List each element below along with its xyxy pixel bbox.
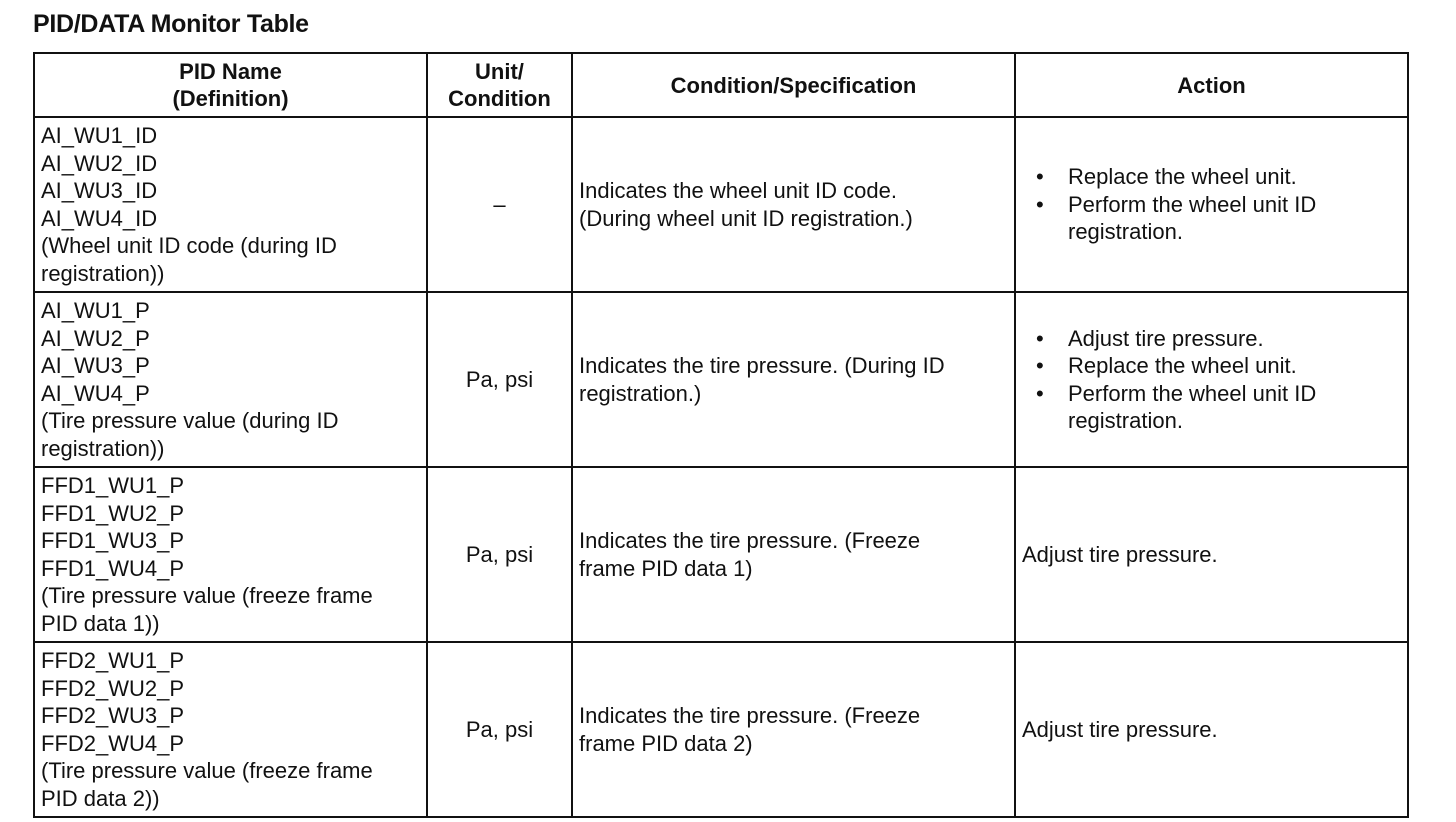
header-condition-specification: Condition/Specification xyxy=(572,53,1015,117)
pid-name-line: (Tire pressure value (freeze frame xyxy=(41,583,373,608)
specification-line: Indicates the tire pressure. (During ID xyxy=(579,353,945,378)
pid-name-line: FFD2_WU4_P xyxy=(41,730,185,756)
table-row xyxy=(34,467,1408,642)
unit-cell: Pa, psi xyxy=(427,467,572,642)
pid-name-line: AI_WU1_P xyxy=(41,298,150,323)
action-list xyxy=(1022,325,1401,435)
action-cell xyxy=(1015,642,1408,817)
condition-specification-cell xyxy=(572,467,1015,642)
header-pid-name-line: PID Name xyxy=(179,59,282,84)
table-row xyxy=(34,292,1408,467)
action-list-item xyxy=(1036,163,1401,191)
pid-name-cell xyxy=(34,642,427,817)
action-text: Adjust tire pressure. xyxy=(1022,541,1218,567)
condition-specification-cell xyxy=(572,117,1015,292)
header-pid-name-line: (Definition) xyxy=(172,86,289,111)
pid-name-line: FFD2_WU3_P xyxy=(41,703,185,728)
bullet-icon: • xyxy=(1036,380,1044,406)
pid-name-cell xyxy=(34,467,427,642)
condition-specification-cell xyxy=(572,642,1015,817)
header-unit-line: Condition xyxy=(448,86,551,111)
action-text: Adjust tire pressure. xyxy=(1022,716,1218,742)
header-unit xyxy=(427,53,572,117)
unit-cell: Pa, psi xyxy=(427,642,572,817)
pid-name-cell xyxy=(34,292,427,467)
pid-name-line: (Wheel unit ID code (during ID xyxy=(41,233,337,258)
specification-line: Indicates the wheel unit ID code. xyxy=(579,178,897,203)
pid-name-line: AI_WU1_ID xyxy=(41,123,158,148)
bullet-icon: • xyxy=(1036,191,1044,217)
pid-name-line: FFD2_WU2_P xyxy=(41,675,185,701)
specification-line: (During wheel unit ID registration.) xyxy=(579,205,913,231)
pid-name-line: FFD1_WU1_P xyxy=(41,473,185,498)
action-cell xyxy=(1015,292,1408,467)
pid-name-line: FFD1_WU2_P xyxy=(41,500,185,526)
pid-name-line: FFD1_WU4_P xyxy=(41,555,185,581)
action-list-item xyxy=(1036,325,1401,353)
pid-name-line: AI_WU2_P xyxy=(41,325,150,351)
pid-name-line: (Tire pressure value (freeze frame xyxy=(41,758,373,783)
header-action: Action xyxy=(1015,53,1408,117)
pid-name-line: AI_WU4_ID xyxy=(41,205,158,231)
header-pid-name xyxy=(34,53,427,117)
action-list-item xyxy=(1036,380,1401,435)
action-list-item xyxy=(1036,191,1401,246)
specification-line: frame PID data 2) xyxy=(579,730,753,756)
table-row xyxy=(34,642,1408,817)
pid-name-line: AI_WU3_ID xyxy=(41,178,158,203)
action-text: Perform the wheel unit ID registration. xyxy=(1068,380,1317,433)
action-cell xyxy=(1015,467,1408,642)
condition-specification-cell xyxy=(572,292,1015,467)
pid-name-cell xyxy=(34,117,427,292)
unit-cell: – xyxy=(427,117,572,292)
pid-name-line: PID data 1)) xyxy=(41,610,160,636)
pid-name-line: (Tire pressure value (during ID xyxy=(41,408,339,433)
action-text: Perform the wheel unit ID registration. xyxy=(1068,191,1317,245)
pid-name-line: registration)) xyxy=(41,260,165,286)
action-text: Adjust tire pressure. xyxy=(1068,325,1264,351)
bullet-icon: • xyxy=(1036,164,1044,190)
bullet-icon: • xyxy=(1036,353,1044,378)
pid-name-line: registration)) xyxy=(41,435,165,461)
pid-name-line: FFD2_WU1_P xyxy=(41,648,185,673)
action-cell xyxy=(1015,117,1408,292)
bullet-icon: • xyxy=(1036,325,1044,351)
specification-line: registration.) xyxy=(579,380,702,406)
pid-name-line: AI_WU3_P xyxy=(41,353,150,378)
header-unit-line: Unit/ xyxy=(475,59,524,84)
action-text: Replace the wheel unit. xyxy=(1068,353,1297,378)
specification-line: Indicates the tire pressure. (Freeze xyxy=(579,528,921,553)
table-header-row xyxy=(34,53,1408,117)
pid-name-line: AI_WU4_P xyxy=(41,380,150,406)
page-title: PID/DATA Monitor Table xyxy=(33,10,309,38)
action-list xyxy=(1022,163,1401,246)
table-body xyxy=(34,117,1408,817)
table-row xyxy=(34,117,1408,292)
pid-data-monitor-table xyxy=(33,52,1409,818)
pid-name-line: AI_WU2_ID xyxy=(41,150,158,176)
specification-line: Indicates the tire pressure. (Freeze xyxy=(579,703,921,728)
unit-cell: Pa, psi xyxy=(427,292,572,467)
pid-name-line: PID data 2)) xyxy=(41,785,160,811)
specification-line: frame PID data 1) xyxy=(579,555,753,581)
action-text: Replace the wheel unit. xyxy=(1068,164,1297,190)
pid-name-line: FFD1_WU3_P xyxy=(41,528,185,553)
action-list-item xyxy=(1036,352,1401,380)
